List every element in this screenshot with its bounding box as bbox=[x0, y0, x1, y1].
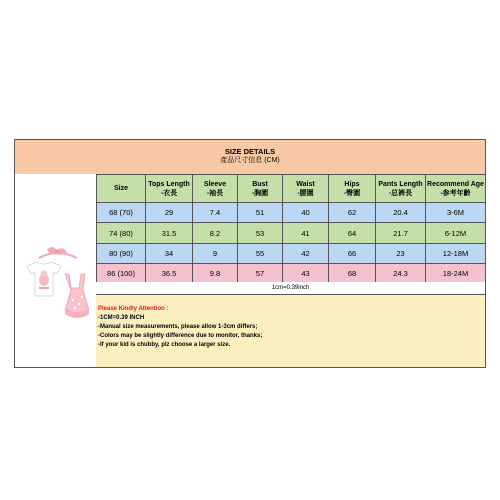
table-row bbox=[97, 223, 486, 243]
cell-waist: 43 bbox=[283, 264, 329, 284]
cell-waist: 42 bbox=[283, 243, 329, 263]
cell-hips: 66 bbox=[329, 243, 376, 263]
cell-size: 80 (90) bbox=[97, 243, 146, 263]
cell-tops-length: 34 bbox=[146, 243, 193, 263]
column-header-size: Size bbox=[97, 175, 146, 203]
cell-size: 68 (70) bbox=[97, 203, 146, 223]
cell-tops-length: 29 bbox=[146, 203, 193, 223]
attention-item: -1CM=0.39 INCH bbox=[98, 315, 145, 321]
cell-hips: 68 bbox=[329, 264, 376, 284]
t-shirt-icon bbox=[27, 262, 61, 296]
size-details-title: SIZE DETAILS bbox=[224, 147, 276, 156]
column-header-recommend-age: Recommend Age -参考年齡 bbox=[426, 175, 486, 203]
cell-pants-length: 21.7 bbox=[376, 223, 426, 243]
cell-size: 86 (100) bbox=[97, 264, 146, 284]
cell-recommend-age: 18-24M bbox=[426, 264, 486, 284]
cell-pants-length: 23 bbox=[376, 243, 426, 263]
table-row bbox=[97, 243, 486, 263]
column-header-waist: Waist -腰圍 bbox=[283, 175, 329, 203]
cell-bust: 53 bbox=[238, 223, 283, 243]
cell-bust: 51 bbox=[238, 203, 283, 223]
column-header-pants-length: Pants Length -总裤長 bbox=[376, 175, 426, 203]
attention-item: -If your kid is chubby, plz choose a larger size. bbox=[98, 342, 231, 348]
cell-recommend-age: 6-12M bbox=[426, 223, 486, 243]
column-header-hips: Hips -臀圍 bbox=[329, 175, 376, 203]
cell-recommend-age: 3-6M bbox=[426, 203, 486, 223]
overalls-icon bbox=[65, 274, 89, 318]
attention-item: -Colors may be slightly difference due to monitor, thanks; bbox=[98, 333, 263, 339]
attention-box bbox=[96, 295, 485, 367]
cell-waist: 41 bbox=[283, 223, 329, 243]
size-chart bbox=[14, 139, 486, 368]
cell-pants-length: 20.4 bbox=[376, 203, 426, 223]
cell-waist: 40 bbox=[283, 203, 329, 223]
cell-sleeve: 7.4 bbox=[193, 203, 238, 223]
conversion-note: 1cm=0.39inch bbox=[96, 282, 485, 295]
baby-outfit-image bbox=[17, 244, 93, 324]
cell-hips: 62 bbox=[329, 203, 376, 223]
table-row bbox=[97, 264, 486, 284]
size-details-subtitle: 產品尺寸信息 (CM) bbox=[220, 157, 280, 164]
attention-item: -Manual size measurements, please allow 1-3cm differs; bbox=[98, 324, 258, 330]
table-header-row bbox=[97, 175, 486, 203]
cell-sleeve: 9.8 bbox=[193, 264, 238, 284]
size-details-header bbox=[15, 140, 485, 175]
cell-tops-length: 31.5 bbox=[146, 223, 193, 243]
column-header-bust: Bust -胸圍 bbox=[238, 175, 283, 203]
table-row bbox=[97, 203, 486, 223]
column-header-sleeve: Sleeve -袖長 bbox=[193, 175, 238, 203]
product-image-cell bbox=[15, 174, 97, 367]
headband-bow-icon bbox=[39, 247, 77, 258]
column-header-tops-length: Tops Length -衣長 bbox=[146, 175, 193, 203]
cell-sleeve: 8.2 bbox=[193, 223, 238, 243]
cell-hips: 64 bbox=[329, 223, 376, 243]
cell-recommend-age: 12-18M bbox=[426, 243, 486, 263]
cell-bust: 57 bbox=[238, 264, 283, 284]
cell-tops-length: 36.5 bbox=[146, 264, 193, 284]
cell-pants-length: 24.3 bbox=[376, 264, 426, 284]
cell-bust: 55 bbox=[238, 243, 283, 263]
cell-sleeve: 9 bbox=[193, 243, 238, 263]
cell-size: 74 (80) bbox=[97, 223, 146, 243]
attention-title: Please Kindly Attention : bbox=[98, 306, 169, 312]
